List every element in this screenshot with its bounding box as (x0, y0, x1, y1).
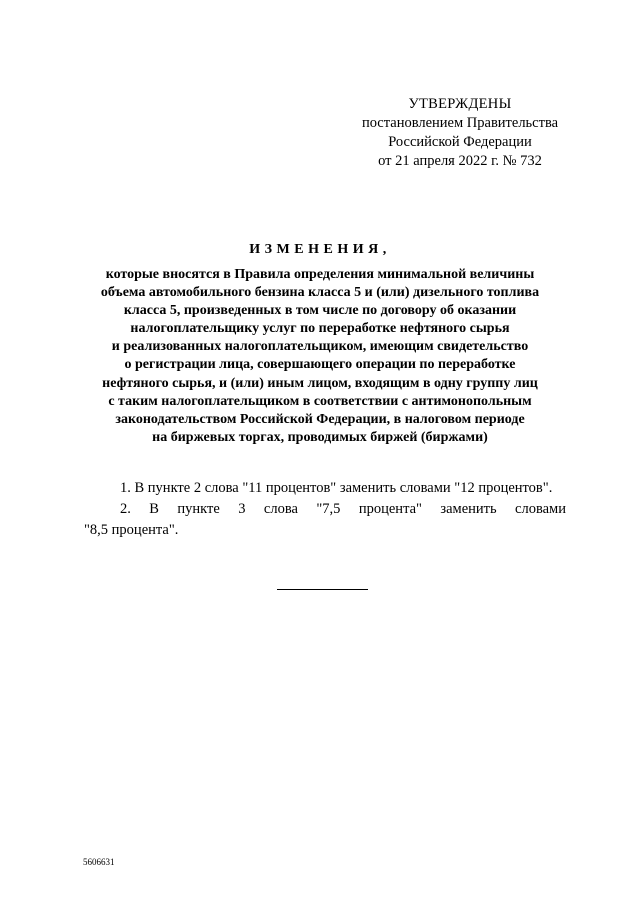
document-subtitle (80, 266, 560, 447)
subtitle-line: о регистрации лица, совершающего операции по переработке (124, 357, 516, 373)
approval-title: УТВЕРЖДЕНЫ (408, 96, 512, 112)
amendment-item-2: 2. В пункте 3 слова "7,5 процента" заменить словами (120, 501, 566, 517)
document-code: 5606631 (83, 857, 115, 867)
subtitle-line: класса 5, произведенных в том числе по договору об оказании (123, 303, 517, 319)
amendment-item-2-continuation: "8,5 процента". (84, 522, 179, 538)
document-heading: ИЗМЕНЕНИЯ, (249, 242, 391, 257)
subtitle-line: на биржевых торгах, проводимых биржей (биржами) (152, 429, 488, 445)
subtitle-line: объема автомобильного бензина класса 5 и (или) дизельного топлива (100, 285, 540, 301)
closing-divider (277, 589, 368, 590)
approval-date-number: от 21 апреля 2022 г. № 732 (378, 153, 542, 169)
subtitle-line: законодательством Российской Федерации, в налоговом периоде (115, 411, 525, 427)
approval-authority: Российской Федерации (388, 134, 532, 150)
approval-block (340, 95, 580, 171)
amendment-item-1: 1. В пункте 2 слова "11 процентов" заменить словами "12 процентов". (120, 480, 553, 496)
subtitle-line: и реализованных налогоплательщиком, имеющим свидетельство (111, 339, 529, 355)
subtitle-line: налогоплательщику услуг по переработке нефтяного сырья (130, 321, 510, 337)
subtitle-line: которые вносятся в Правила определения минимальной величины (105, 267, 535, 282)
amendments-list (84, 478, 566, 541)
approval-decree: постановлением Правительства (361, 115, 559, 131)
subtitle-line: с таким налогоплательщиком в соответствии с антимонопольным (108, 393, 532, 409)
subtitle-line: нефтяного сырья, и (или) иным лицом, входящим в одну группу лиц (102, 375, 538, 391)
